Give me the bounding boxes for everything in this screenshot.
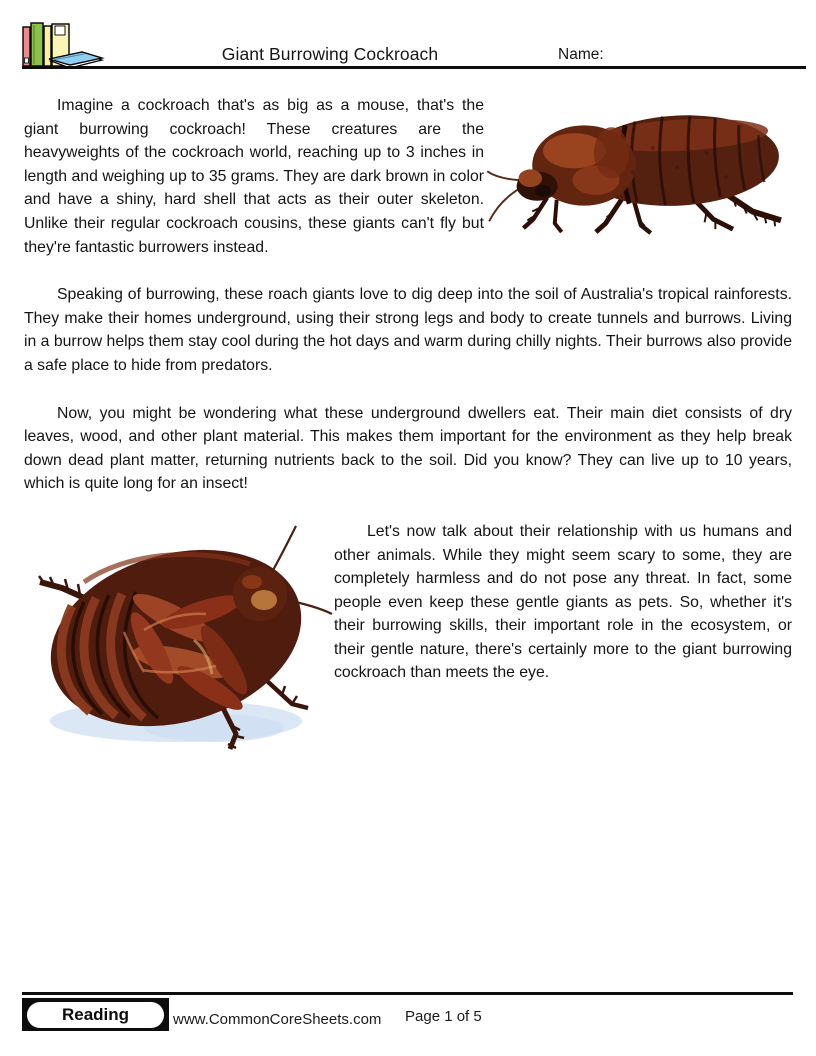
cockroach-side-photo bbox=[484, 94, 792, 236]
paragraph-1: Imagine a cockroach that's as big as a mouse, that's the giant burrowing cockroach! These creatures are the heavyweights of the cockroach world, reaching up to 3 inches in length and weighing up to 35 grams. They are dark brown in color and have a shiny, hard shell that acts as their outer skeleton. Unlike their regular cockroach cousins, these giants can't fly but they're fantastic burrowers instead. bbox=[24, 97, 484, 256]
paragraph-4: Let's now talk about their relationship with us humans and other animals. While they might seem scary to some, they are completely harmless and do not pose any threat. In fact, some people even keep these gentle giants as pets. So, whether it's their burrowing skills, their important role in the ecosystem, or their gentle nature, there's certainly more to the giant burrowing cockroach than meets the eye. bbox=[334, 522, 792, 682]
books-logo-icon bbox=[20, 18, 106, 70]
cockroach-ventral-photo bbox=[24, 520, 334, 752]
category-badge bbox=[22, 998, 169, 1031]
paragraph-2: Speaking of burrowing, these roach giants love to dig deep into the soil of Australia's tropical rainforests. They make their homes underground, using their strong legs and body to create tunnels and burrows. Living in a burrow helps them stay cool during the hot days and warm during chilly nights. Their burrows also provide a safe place to hide from predators. bbox=[24, 286, 793, 374]
reading-passage bbox=[24, 94, 792, 752]
name-label: Name: bbox=[558, 46, 604, 63]
header-divider bbox=[22, 66, 806, 69]
paragraph-3: Now, you might be wondering what these underground dwellers eat. Their main diet consists of dry leaves, wood, and other plant material. This makes them important for the environment as they help break down dead plant matter, returning nutrients back to the soil. Did you know? They can live up to 10 years, which is quite long for an insect! bbox=[24, 404, 792, 493]
page-number: Page 1 of 5 bbox=[405, 1008, 482, 1025]
category-badge-label: Reading bbox=[27, 1002, 164, 1028]
website-url: www.CommonCoreSheets.com bbox=[173, 1011, 382, 1028]
footer-divider bbox=[22, 992, 793, 995]
page-title: Giant Burrowing Cockroach bbox=[221, 44, 439, 64]
